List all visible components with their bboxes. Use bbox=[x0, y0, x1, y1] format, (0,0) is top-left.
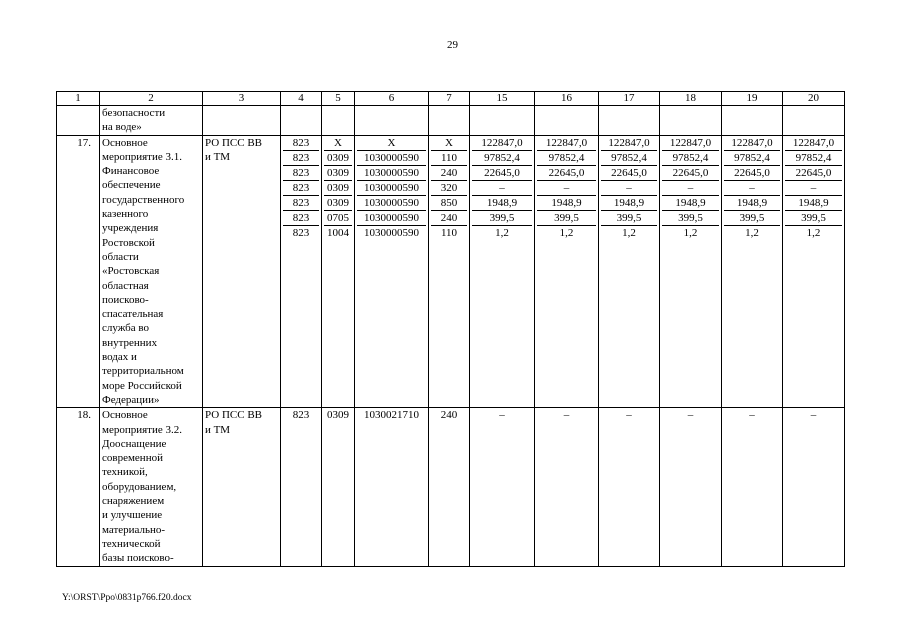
empty-cell bbox=[203, 106, 281, 136]
empty-cell bbox=[470, 106, 535, 136]
code-value: 823 bbox=[283, 166, 319, 181]
code-column-c6 bbox=[355, 135, 429, 408]
amount-value: 1,2 bbox=[559, 226, 574, 239]
column-header: 20 bbox=[783, 92, 845, 106]
row-number: 17. bbox=[57, 135, 100, 408]
amount-value: 97852,4 bbox=[537, 151, 596, 166]
empty-cell bbox=[783, 106, 845, 136]
column-header: 2 bbox=[100, 92, 203, 106]
budget-table bbox=[56, 91, 845, 567]
column-header: 18 bbox=[660, 92, 722, 106]
page-number: 29 bbox=[447, 39, 458, 51]
code-value: 0309 bbox=[324, 151, 352, 166]
amount-value: 1,2 bbox=[622, 226, 636, 239]
amount-value: 97852,4 bbox=[662, 151, 719, 166]
amount-value: – bbox=[470, 408, 535, 566]
code-value: 0309 bbox=[324, 181, 352, 196]
code-value: 240 bbox=[429, 408, 470, 566]
activity-name: Основное мероприятие 3.1. Финансовое обеспечение государственного казенного учреждения Ростовской области «Ростовская областная поисково- спасательная служба во внутренних водах и территориальном море Российской Федерации» bbox=[102, 136, 185, 406]
amount-value: – bbox=[660, 408, 722, 566]
amount-value: 22645,0 bbox=[601, 166, 657, 181]
amount-value: – bbox=[472, 181, 532, 196]
amount-value: 1948,9 bbox=[724, 196, 780, 211]
empty-cell bbox=[660, 106, 722, 136]
amount-value: 97852,4 bbox=[724, 151, 780, 166]
amount-value: 1948,9 bbox=[472, 196, 532, 211]
empty-cell bbox=[599, 106, 660, 136]
amount-value: 1,2 bbox=[683, 226, 698, 239]
amount-value: – bbox=[535, 408, 599, 566]
table-row bbox=[57, 408, 845, 566]
code-value: 823 bbox=[281, 408, 322, 566]
code-value: 1004 bbox=[327, 226, 349, 239]
amount-value: 399,5 bbox=[472, 211, 532, 226]
code-value: 320 bbox=[431, 181, 467, 196]
executor: РО ПСС ВВ и ТМ bbox=[205, 136, 262, 163]
code-value: 240 bbox=[431, 166, 467, 181]
code-value: Х bbox=[324, 136, 352, 151]
amount-value: 1,2 bbox=[806, 226, 821, 239]
table-row bbox=[57, 106, 845, 136]
column-header: 7 bbox=[429, 92, 470, 106]
code-value: 1030000590 bbox=[357, 166, 426, 181]
amount-column bbox=[722, 135, 783, 408]
amount-value: – bbox=[601, 181, 657, 196]
amount-column bbox=[535, 135, 599, 408]
code-value: 850 bbox=[431, 196, 467, 211]
amount-value: 1,2 bbox=[745, 226, 759, 239]
amount-value: 97852,4 bbox=[472, 151, 532, 166]
amount-value: 122847,0 bbox=[601, 136, 657, 151]
amount-value: – bbox=[783, 408, 845, 566]
code-value: 823 bbox=[283, 211, 319, 226]
code-value: 0309 bbox=[322, 408, 355, 566]
amount-value: 97852,4 bbox=[785, 151, 842, 166]
column-header: 19 bbox=[722, 92, 783, 106]
executor-cell bbox=[203, 408, 281, 566]
amount-value: 1948,9 bbox=[537, 196, 596, 211]
code-value: 1030000590 bbox=[357, 196, 426, 211]
amount-value: 22645,0 bbox=[785, 166, 842, 181]
code-value: 110 bbox=[440, 226, 458, 239]
code-value: 1030000590 bbox=[357, 211, 426, 226]
amount-value: – bbox=[785, 181, 842, 196]
amount-value: 22645,0 bbox=[472, 166, 532, 181]
empty-cell bbox=[355, 106, 429, 136]
amount-column bbox=[783, 135, 845, 408]
table-header-row bbox=[57, 92, 845, 106]
amount-value: 1948,9 bbox=[662, 196, 719, 211]
amount-value: – bbox=[724, 181, 780, 196]
executor-cell bbox=[203, 135, 281, 408]
amount-value: 1,2 bbox=[495, 226, 509, 239]
amount-value: 399,5 bbox=[537, 211, 596, 226]
amount-value: 1948,9 bbox=[785, 196, 842, 211]
code-value: 823 bbox=[283, 181, 319, 196]
amount-value: 1948,9 bbox=[601, 196, 657, 211]
code-value: 0309 bbox=[324, 166, 352, 181]
amount-value: 122847,0 bbox=[724, 136, 780, 151]
column-header: 4 bbox=[281, 92, 322, 106]
file-path: Y:\ORST\Ppo\0831p766.f20.docx bbox=[62, 593, 192, 603]
code-value: Х bbox=[431, 136, 467, 151]
table-row bbox=[57, 135, 845, 408]
amount-value: 97852,4 bbox=[601, 151, 657, 166]
amount-value: 122847,0 bbox=[785, 136, 842, 151]
amount-value: 399,5 bbox=[662, 211, 719, 226]
activity-name: Основное мероприятие 3.2. Дооснащение современной техникой, оборудованием, снаряжением и улучшение материально- технической базы поисково- bbox=[102, 409, 183, 565]
continuation-cell bbox=[100, 106, 203, 136]
amount-value: 22645,0 bbox=[662, 166, 719, 181]
amount-value: 399,5 bbox=[601, 211, 657, 226]
code-value: 823 bbox=[292, 226, 310, 239]
code-value: 0309 bbox=[324, 196, 352, 211]
continuation-text: безопасности на воде» bbox=[102, 107, 166, 134]
empty-cell bbox=[57, 106, 100, 136]
amount-value: 399,5 bbox=[724, 211, 780, 226]
code-value: 0705 bbox=[324, 211, 352, 226]
executor: РО ПСС ВВ и ТМ bbox=[205, 409, 262, 436]
code-value: 1030000590 bbox=[364, 226, 419, 239]
amount-value: 122847,0 bbox=[537, 136, 596, 151]
amount-value: 22645,0 bbox=[537, 166, 596, 181]
amount-column bbox=[660, 135, 722, 408]
amount-value: 122847,0 bbox=[472, 136, 532, 151]
empty-cell bbox=[722, 106, 783, 136]
column-header: 6 bbox=[355, 92, 429, 106]
column-header: 5 bbox=[322, 92, 355, 106]
code-column-c7 bbox=[429, 135, 470, 408]
code-value: 823 bbox=[283, 196, 319, 211]
code-value: 1030000590 bbox=[357, 151, 426, 166]
amount-value: 22645,0 bbox=[724, 166, 780, 181]
column-header: 3 bbox=[203, 92, 281, 106]
code-value: 823 bbox=[283, 151, 319, 166]
code-value: 1030000590 bbox=[357, 181, 426, 196]
code-value: 823 bbox=[283, 136, 319, 151]
activity-name-cell bbox=[100, 135, 203, 408]
row-number: 18. bbox=[57, 408, 100, 566]
amount-column bbox=[470, 135, 535, 408]
code-value: 240 bbox=[431, 211, 467, 226]
code-value: 1030021710 bbox=[355, 408, 429, 566]
column-header: 15 bbox=[470, 92, 535, 106]
empty-cell bbox=[535, 106, 599, 136]
activity-name-cell bbox=[100, 408, 203, 566]
code-column-c4 bbox=[281, 135, 322, 408]
column-header: 16 bbox=[535, 92, 599, 106]
amount-value: – bbox=[662, 181, 719, 196]
amount-column bbox=[599, 135, 660, 408]
code-value: 110 bbox=[431, 151, 467, 166]
amount-value: – bbox=[722, 408, 783, 566]
amount-value: 399,5 bbox=[785, 211, 842, 226]
amount-value: – bbox=[599, 408, 660, 566]
code-column-c5 bbox=[322, 135, 355, 408]
column-header: 17 bbox=[599, 92, 660, 106]
code-value: Х bbox=[357, 136, 426, 151]
column-header: 1 bbox=[57, 92, 100, 106]
empty-cell bbox=[429, 106, 470, 136]
amount-value: – bbox=[537, 181, 596, 196]
empty-cell bbox=[281, 106, 322, 136]
empty-cell bbox=[322, 106, 355, 136]
amount-value: 122847,0 bbox=[662, 136, 719, 151]
